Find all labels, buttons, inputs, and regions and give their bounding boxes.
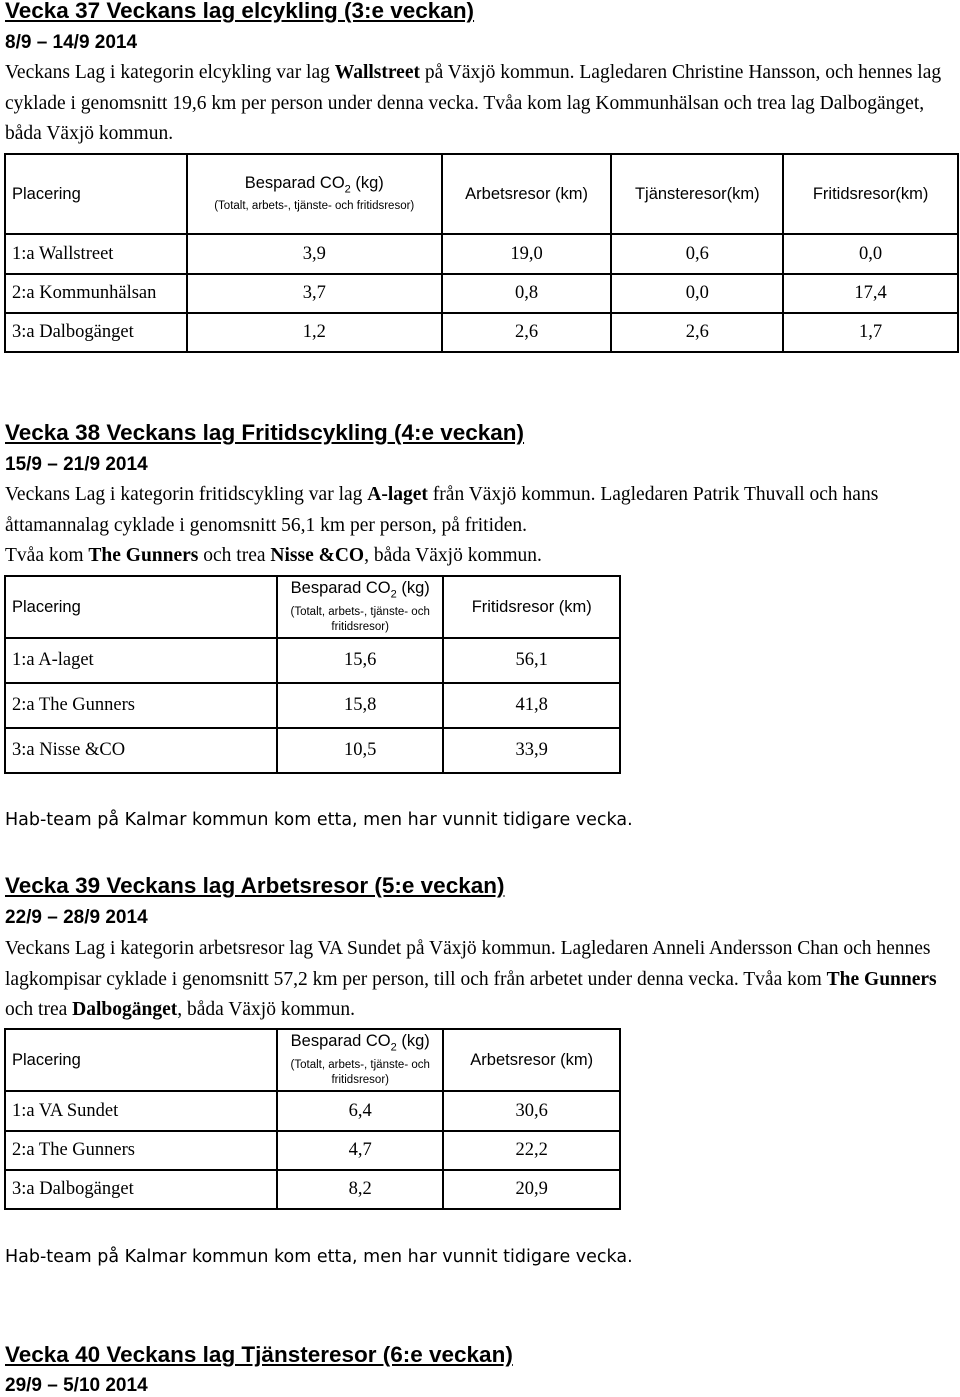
cell-commute: 0,8 — [442, 274, 612, 313]
header-co2: Besparad $CO_2$ (kg) (Totalt, arbets-, tjänste- och fritidsresor) — [187, 154, 442, 234]
header-placement: Placering — [5, 154, 187, 234]
cell-co2: 8,2 — [277, 1170, 443, 1209]
table-header-row — [5, 154, 958, 234]
section-heading-week38: Vecka 38 Veckans lag Fritidscykling (4:e veckan) — [5, 420, 525, 445]
table-row — [5, 274, 958, 313]
cell-team: 3:a Nisse &CO — [5, 728, 277, 773]
cell-team: 1:a Wallstreet — [5, 234, 187, 274]
cell-co2: 3,7 — [187, 274, 442, 313]
section-note-week38: Hab-team på Kalmar kommun kom etta, men har vunnit tidigare vecka. — [5, 810, 633, 830]
section-text-week39: Veckans Lag i kategorin arbetsresor lag VA Sundet på Växjö kommun. Lagledaren Anneli Andersson Chan och hennes lagkompisar cyklade i genomsnitt 57,2 km per person, till och från arbetet under denna vecka. Tvåa kom The Gunners och trea Dalbogänget, båda Växjö kommun. — [5, 938, 937, 1020]
table-row — [5, 1131, 620, 1170]
cell-co2: 3,9 — [187, 234, 442, 274]
section-dates-week39: 22/9 – 28/9 2014 — [5, 907, 148, 928]
cell-team: 3:a Dalbogänget — [5, 313, 187, 352]
cell-team: 3:a Dalbogänget — [5, 1170, 277, 1209]
header-placement: Placering — [5, 1029, 277, 1091]
section-heading-week37: Vecka 37 Veckans lag elcykling (3:e veckan) — [5, 0, 475, 23]
results-table-week39 — [4, 1028, 621, 1210]
cell-team: 1:a A-laget — [5, 638, 277, 683]
cell-commute: 19,0 — [442, 234, 612, 274]
section-heading-week39: Vecka 39 Veckans lag Arbetsresor (5:e veckan) — [5, 873, 505, 898]
section-text-week38: Veckans Lag i kategorin fritidscykling var lag A-laget från Växjö kommun. Lagledaren Patrik Thuvall och hans åttamannalag cyklade i genomsnitt 56,1 km per person, på fritiden. Tvåa kom The Gunners och trea Nisse &CO, båda Växjö kommun. — [5, 484, 879, 566]
cell-business: 2,6 — [611, 313, 783, 352]
cell-co2: 10,5 — [277, 728, 444, 773]
cell-leisure: 0,0 — [783, 234, 958, 274]
section-dates-week40: 29/9 – 5/10 2014 — [5, 1375, 148, 1396]
cell-leisure: 41,8 — [443, 683, 620, 728]
table-header-row — [5, 576, 620, 638]
section-note-week39: Hab-team på Kalmar kommun kom etta, men har vunnit tidigare vecka. — [5, 1247, 633, 1267]
cell-commute: 2,6 — [442, 313, 612, 352]
header-placement: Placering — [5, 576, 277, 638]
header-leisure: Fritidsresor(km) — [783, 154, 958, 234]
header-commute: Arbetsresor (km) — [443, 1029, 620, 1091]
table-row — [5, 638, 620, 683]
header-commute: Arbetsresor (km) — [442, 154, 612, 234]
cell-co2: 15,6 — [277, 638, 444, 683]
cell-leisure: 33,9 — [443, 728, 620, 773]
section-heading-week40: Vecka 40 Veckans lag Tjänsteresor (6:e veckan) — [5, 1342, 513, 1367]
cell-co2: 15,8 — [277, 683, 444, 728]
section-dates-week37: 8/9 – 14/9 2014 — [5, 32, 138, 53]
cell-commute: 22,2 — [443, 1131, 620, 1170]
cell-leisure: 1,7 — [783, 313, 958, 352]
cell-team: 2:a Kommunhälsan — [5, 274, 187, 313]
cell-co2: 6,4 — [277, 1091, 443, 1131]
table-row — [5, 1170, 620, 1209]
cell-business: 0,6 — [611, 234, 783, 274]
section-dates-week38: 15/9 – 21/9 2014 — [5, 454, 148, 475]
table-row — [5, 728, 620, 773]
table-header-row — [5, 1029, 620, 1091]
results-table-week38 — [4, 575, 621, 774]
cell-team: 2:a The Gunners — [5, 683, 277, 728]
cell-commute: 20,9 — [443, 1170, 620, 1209]
cell-leisure: 17,4 — [783, 274, 958, 313]
cell-team: 2:a The Gunners — [5, 1131, 277, 1170]
section-text-week37: Veckans Lag i kategorin elcykling var lag Wallstreet på Växjö kommun. Lagledaren Christine Hansson, och hennes lag cyklade i genomsnitt 19,6 km per person under denna vecka. Tvåa kom lag Kommunhälsan och trea lag Dalbogänget, båda Växjö kommun. — [5, 62, 942, 144]
table-row — [5, 313, 958, 352]
cell-team: 1:a VA Sundet — [5, 1091, 277, 1131]
cell-business: 0,0 — [611, 274, 783, 313]
cell-commute: 30,6 — [443, 1091, 620, 1131]
header-co2: Besparad $CO_2$ (kg) (Totalt, arbets-, tjänste- och fritidsresor) — [277, 1029, 443, 1091]
cell-leisure: 56,1 — [443, 638, 620, 683]
cell-co2: 1,2 — [187, 313, 442, 352]
cell-co2: 4,7 — [277, 1131, 443, 1170]
table-row — [5, 1091, 620, 1131]
table-row — [5, 234, 958, 274]
header-business: Tjänsteresor(km) — [611, 154, 783, 234]
table-row — [5, 683, 620, 728]
header-co2: Besparad $CO_2$ (kg) (Totalt, arbets-, tjänste- och fritidsresor) — [277, 576, 444, 638]
results-table-week37 — [4, 153, 959, 353]
header-leisure: Fritidsresor (km) — [443, 576, 620, 638]
